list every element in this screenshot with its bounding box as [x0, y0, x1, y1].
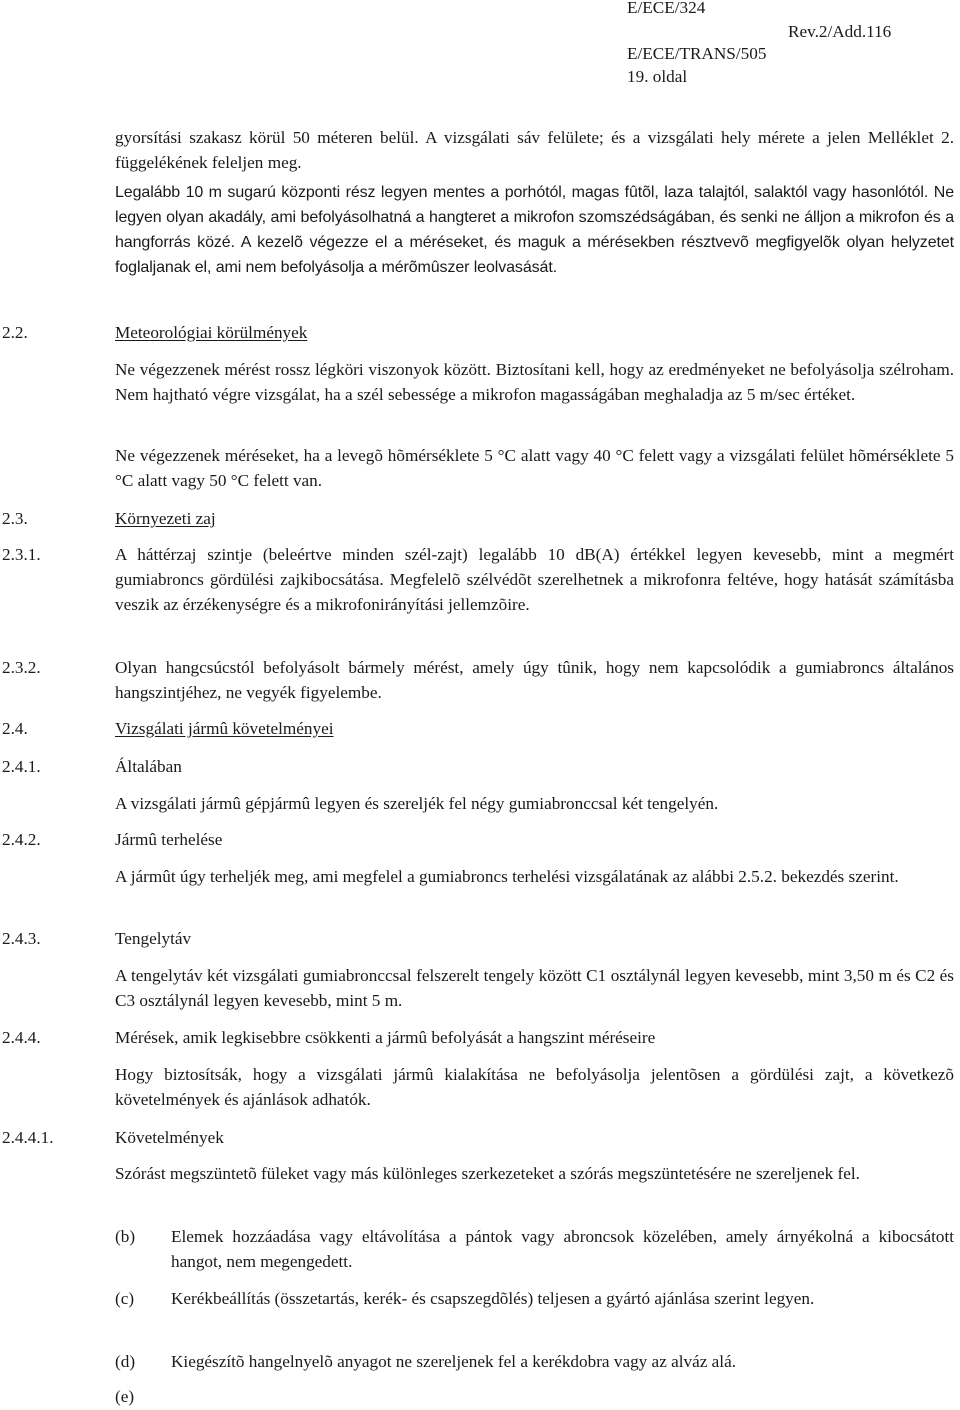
- section-number: 2.3.: [2, 509, 28, 528]
- section-title: Tengelytáv: [115, 929, 192, 948]
- list-item: Kiegészítõ hangelnyelõ anyagot ne szereljenek fel a kerékdobra vagy az alváz alá.: [171, 1352, 736, 1371]
- list-item: Elemek hozzáadása vagy eltávolítása a pántok vagy abroncsok közelében, amely árnyékolná a kibocsátott hangot, nem megengedett.: [171, 1227, 954, 1271]
- section-number: 2.4.4.: [2, 1028, 41, 1047]
- paragraph: Ne végezzenek mérést rossz légköri viszonyok között. Biztosítani kell, hogy az eredményeket ne befolyásolja szélroham. Nem hajtható végre vizsgálat, ha a szél sebessége a mikrofon magasságában meghaladja az 5 m/sec értéket.: [115, 360, 954, 404]
- list-item: Kerékbeállítás (összetartás, kerék- és csapszegdõlés) teljesen a gyártó ajánlása szerint legyen.: [171, 1289, 815, 1308]
- list-item-label: (e): [115, 1387, 135, 1406]
- list-item-label: (b): [115, 1227, 136, 1246]
- paragraph: Olyan hangcsúcstól befolyásolt bármely mérést, amely úgy tûnik, hogy nem kapcsolódik a gumiabroncs általános hangszintjéhez, ne vegyék figyelembe.: [115, 658, 954, 702]
- section-title: Vizsgálati jármû követelményei: [115, 719, 334, 738]
- section-title: Általában: [115, 757, 182, 776]
- section-number: 2.3.2.: [2, 658, 41, 677]
- section-number: 2.2.: [2, 323, 28, 342]
- paragraph: A háttérzaj szintje (beleértve minden szél-zajt) legalább 10 dB(A) értékkel legyen kevesebb, mint a megmért gumiabroncs gördülési zajkibocsátása. Megfelelõ szélvédõt szerelhetnek a mikrofonra feltéve, hogy hatását számításba veszik az érzékenységre és a mikrofonirányítási jellemzõire.: [115, 545, 954, 614]
- section-title: Környezeti zaj: [115, 509, 216, 528]
- page-number: 19. oldal: [627, 67, 688, 86]
- paragraph: Hogy biztosítsák, hogy a vizsgálati jármû kialakítása ne befolyásolja jelentõsen a gördülési zajt, a következõ követelmények és ajánlások adhatók.: [115, 1065, 954, 1109]
- section-title: Meteorológiai körülmények: [115, 323, 308, 342]
- section-title: Mérések, amik legkisebbre csökkenti a jármû befolyását a hangszint méréseire: [115, 1028, 656, 1047]
- section-number: 2.4.3.: [2, 929, 41, 948]
- section-number: 2.4.1.: [2, 757, 41, 776]
- section-number: 2.4.2.: [2, 830, 41, 849]
- section-number: 2.3.1.: [2, 545, 41, 564]
- doc-symbol-secondary: E/ECE/TRANS/505: [627, 44, 767, 63]
- section-title: Követelmények: [115, 1128, 224, 1147]
- paragraph: A vizsgálati jármû gépjármû legyen és szereljék fel négy gumiabronccsal két tengelyén.: [115, 794, 719, 813]
- paragraph: Szórást megszüntetõ füleket vagy más különleges szerkezeteket a szórás megszüntetésére ne szereljenek fel.: [115, 1164, 860, 1183]
- section-number: 2.4.4.1.: [2, 1128, 54, 1147]
- paragraph: A jármût úgy terheljék meg, ami megfelel a gumiabroncs terhelési vizsgálatának az alábbi 2.5.2. bekezdés szerint.: [115, 867, 899, 886]
- list-item-label: (c): [115, 1289, 135, 1308]
- doc-symbol: E/ECE/324: [627, 0, 706, 17]
- revision-label: Rev.2/Add.116: [788, 22, 892, 41]
- list-item-label: (d): [115, 1352, 136, 1371]
- paragraph: A tengelytáv két vizsgálati gumiabronccsal felszerelt tengely között C1 osztálynál legyen kevesebb, mint 3,50 m és C2 és C3 osztálynál legyen kevesebb, mint 5 m.: [115, 966, 954, 1010]
- paragraph: Ne végezzenek méréseket, ha a levegõ hõmérséklete 5 °C alatt vagy 40 °C felett vagy a vizsgálati felület hõmérséklete 5 °C alatt vagy 50 °C felett van.: [115, 446, 954, 490]
- section-title: Jármû terhelése: [115, 830, 223, 849]
- intro-paragraph-2: Legalább 10 m sugarú központi rész legyen mentes a porhótól, magas fûtõl, laza talajtól, salaktól vagy hasonlótól. Ne legyen olyan akadály, ami befolyásolhatná a hangteret a mikrofon szomszédságában, és senki ne álljon a mikrofon és a hangforrás közé. A kezelõ végezze el a méréseket, és maguk a mérésekben résztvevõ megfigyelõk olyan helyzetet foglaljanak el, ami nem befolyásolja a mérõmûszer leolvasását.: [115, 184, 954, 276]
- intro-paragraph-1: gyorsítási szakasz körül 50 méteren belül. A vizsgálati sáv felülete; és a vizsgálati hely mérete a jelen Melléklet 2. függelékének feleljen meg.: [115, 128, 954, 172]
- section-number: 2.4.: [2, 719, 28, 738]
